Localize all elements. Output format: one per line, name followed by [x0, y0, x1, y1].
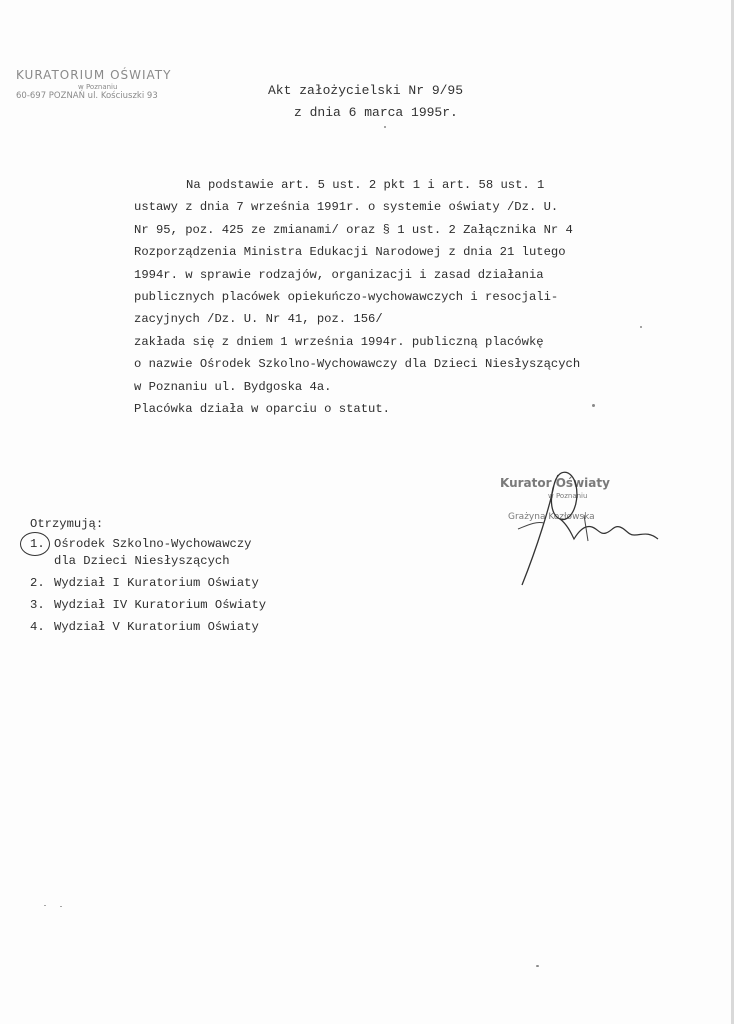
- stamp-city: w Poznaniu: [78, 83, 118, 91]
- scan-speck: [640, 326, 642, 328]
- scan-speck: [592, 404, 595, 407]
- recipients-title: Otrzymują:: [30, 517, 104, 531]
- body-line: o nazwie Ośrodek Szkolno-Wychowawczy dla Dzieci Niesłyszących: [134, 357, 581, 372]
- body-line: ustawy z dnia 7 września 1991r. o systemie oświaty /Dz. U.: [134, 200, 559, 215]
- institution-stamp: [16, 68, 206, 101]
- recipient-text: Wydział V Kuratorium Oświaty: [54, 620, 259, 634]
- handwritten-signature: [488, 455, 668, 595]
- recipient-number: 2.: [30, 576, 45, 590]
- body-line: Na podstawie art. 5 ust. 2 pkt 1 i art. 58 ust. 1: [186, 178, 545, 192]
- body-line: Rozporządzenia Ministra Edukacji Narodowej z dnia 21 lutego: [134, 245, 566, 260]
- signature-title: Kurator Oświaty: [500, 476, 610, 490]
- scan-speck: [384, 126, 386, 128]
- recipient-number: [30, 534, 54, 554]
- body-line: publicznych placówek opiekuńczo-wychowawczych i resocjali-: [134, 290, 559, 305]
- recipient-item: [30, 573, 266, 593]
- body-line: 1994r. w sprawie rodzajów, organizacji i zasad działania: [134, 267, 544, 282]
- recipient-number: 3.: [30, 598, 45, 612]
- recipient-line: dla Dzieci Niesłyszących: [54, 554, 230, 568]
- recipient-item-continuation: [30, 551, 266, 571]
- document-header: [268, 80, 463, 124]
- recipient-item: [30, 617, 266, 637]
- body-line: Nr 95, poz. 425 ze zmianami/ oraz § 1 ust. 2 Załącznika Nr 4: [134, 222, 573, 237]
- recipient-text: Wydział I Kuratorium Oświaty: [54, 576, 259, 590]
- scan-speck: [60, 906, 62, 907]
- recipient-line: Ośrodek Szkolno-Wychowawczy: [54, 537, 252, 551]
- stamp-institution-name: KURATORIUM OŚWIATY: [16, 68, 172, 82]
- scan-speck: [44, 905, 46, 906]
- recipient-number: 4.: [30, 620, 45, 634]
- signature-location: w Poznaniu: [548, 492, 588, 500]
- recipient-number-text: 1.: [30, 537, 45, 551]
- body-line: w Poznaniu ul. Bydgoska 4a.: [134, 379, 332, 394]
- signature-name: Grażyna Kozłowska: [508, 512, 595, 522]
- body-line: zacyjnych /Dz. U. Nr 41, poz. 156/: [134, 312, 383, 327]
- body-line: zakłada się z dniem 1 września 1994r. publiczną placówkę: [134, 334, 544, 349]
- document-body: [134, 174, 694, 420]
- recipients-list: [30, 514, 266, 637]
- scan-speck: [536, 965, 539, 967]
- document-title: Akt założycielski Nr 9/95: [268, 83, 464, 98]
- body-line: Placówka działa w oparciu o statut.: [134, 402, 390, 417]
- document-date: z dnia 6 marca 1995r.: [294, 105, 458, 120]
- recipient-text: Wydział IV Kuratorium Oświaty: [54, 598, 267, 612]
- circle-mark: [20, 532, 50, 556]
- stamp-address: 60-697 POZNAŃ ul. Kościuszki 93: [16, 91, 158, 101]
- recipient-item: [30, 595, 266, 615]
